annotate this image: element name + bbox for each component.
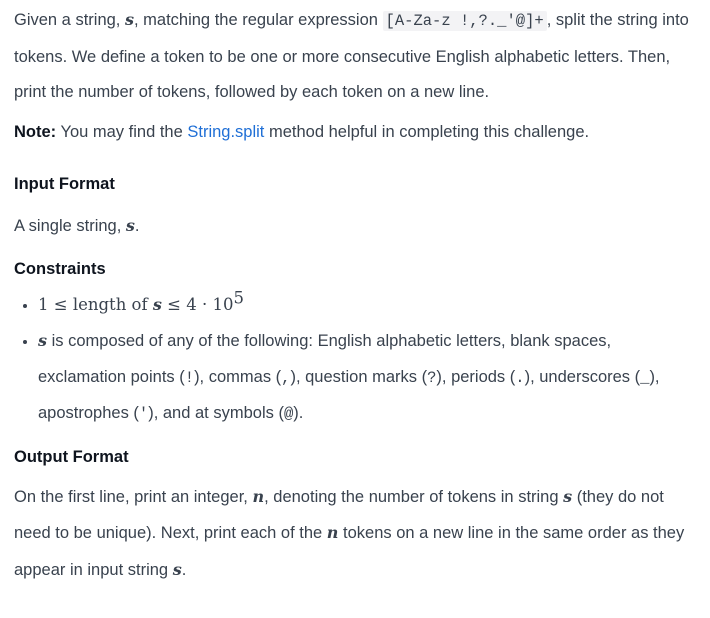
constraint-text: ). [293, 404, 304, 422]
math-exponent: 5 [233, 288, 244, 307]
math-text: length of [72, 294, 153, 314]
constraint-text: ), underscores ( [524, 367, 641, 386]
char-code: @ [283, 405, 294, 423]
input-text: . [134, 217, 140, 235]
output-text: tokens on a new line in the same order as they appear in input string [14, 524, 685, 579]
math-var-s: s [38, 331, 48, 350]
math-number: 1 [38, 294, 49, 314]
note-text: method helpful in completing this challenge. [264, 122, 590, 141]
constraint-text: ), and at symbols ( [148, 404, 284, 422]
regex-code: [A-Za-z !,?._'@]+ [383, 11, 547, 31]
math-number: 4 [186, 294, 197, 314]
intro-text: Given a string, [14, 11, 125, 29]
char-code: ! [184, 368, 195, 387]
math-number: 10 [212, 294, 234, 314]
constraint-characters [38, 323, 696, 433]
constraint-text: ), question marks ( [290, 367, 428, 386]
output-text: On the first line, print an integer, [14, 487, 253, 506]
math-var-n: n [326, 523, 339, 542]
constraint-text: ), apostrophes ( [38, 367, 660, 422]
math-var-s: s [125, 216, 135, 235]
math-dot: · [196, 294, 213, 314]
input-text: A single string, [14, 217, 126, 235]
math-le: ≤ [161, 294, 187, 314]
constraint-text: ), periods ( [436, 367, 516, 386]
problem-statement [0, 2, 710, 618]
note-text: You may find the [56, 122, 188, 141]
intro-text: , matching the regular expression [133, 11, 383, 29]
char-code: _ [640, 368, 650, 387]
math-var-s: s [172, 559, 182, 579]
math-var-s: s [152, 294, 162, 314]
string-split-link[interactable]: String.split [187, 122, 265, 141]
note-paragraph [14, 115, 696, 151]
intro-text: , split the string into tokens. We define a token to be one or more consecutive English alphabetic letters. Then, print the number of tokens, followed by each token on a new line. [14, 11, 689, 101]
char-code: ' [138, 405, 149, 423]
char-code: ? [427, 368, 437, 387]
note-label: Note: [14, 122, 57, 141]
output-format-paragraph [14, 479, 696, 589]
output-text: . [181, 560, 187, 579]
char-code: . [515, 368, 525, 387]
math-var-n: n [252, 486, 265, 506]
input-format-paragraph [14, 208, 696, 245]
math-var-s: s [124, 10, 134, 29]
output-text: , denoting the number of tokens in string [264, 487, 564, 506]
output-format-heading: Output Format [14, 447, 129, 466]
char-code: , [281, 368, 291, 387]
output-text: (they do not need to be unique). Next, print each of the [14, 487, 664, 542]
constraints-heading: Constraints [14, 259, 106, 278]
math-le: ≤ [48, 294, 73, 314]
constraints-list [14, 287, 696, 433]
input-format-heading: Input Format [14, 175, 115, 193]
constraint-text: ), commas ( [194, 367, 282, 386]
constraint-text: is composed of any of the following: English alphabetic letters, blank spaces, exclamation points ( [38, 332, 612, 386]
constraint-length [38, 287, 696, 324]
math-var-s: s [563, 486, 573, 506]
intro-paragraph [14, 2, 696, 111]
